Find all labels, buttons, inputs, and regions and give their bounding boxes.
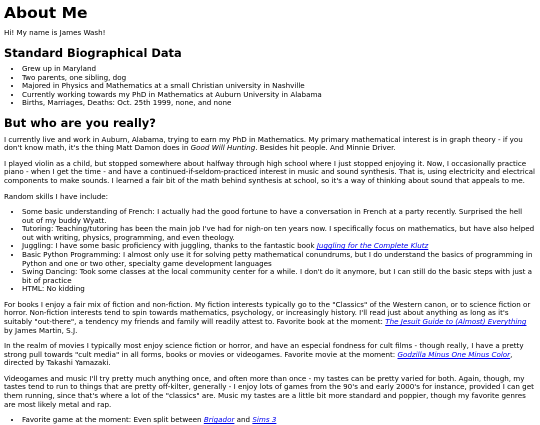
paragraph-text: I currently live and work in Auburn, Alabama, trying to earn my PhD in Mathematics. My primary mathematical interest is in graph theory - if you don't know math, it's the thing Matt Damon does in [4,134,523,153]
list-item: • Tutoring: Teaching/tutoring has been the main job I've had for nigh-on ten years now. I specifically focus on mathematics, but have also helped out with writing, physics, programming, and even theology. [22,225,536,242]
list-item: • Grew up in Maryland [22,65,536,74]
paragraph-text: In the realm of movies I typically most enjoy science fiction or horror, and have an especial fondness for cult films - though really, I have a pretty strong pull towards "cult media" in all forms, books or movies or videogames. Favorite movie at the moment: [4,341,524,359]
favorite-movie-link[interactable]: Godzilla Minus One Minus Color [397,349,511,359]
list-item: • HTML: No kidding [22,285,536,294]
paragraph-games: Videogames and music I'll try pretty much anything once, and often more than once - my tastes can be pretty varied for both. Again, though, my tastes tend to run to things that are pretty off-kilter, generally - I enjoy lots of games from the 90's and early 2000's for instance, provided I can get them running, since that's where a lot of the "classics" are. Music my tastes are a little bit more standard and poppier, though my favorite genres are most likely metal and rap. [4,373,534,409]
list-item: • Some basic understanding of French: I actually had the good fortune to have a conversation in French at a party recently. Surprised the hell out of my buddy Wyatt. [22,208,536,225]
list-item: • Births, Marriages, Deaths: Oct. 25th 1999, none, and none [22,99,536,108]
list-item: • Swing Dancing: Took some classes at the local community center for a while. I don't do it anymore, but I can still do the basic steps with just a bit of practice [22,268,536,285]
sims3-link[interactable]: Sims 3 [252,415,277,425]
bio-list [4,65,536,108]
list-item [22,416,536,425]
list-item: • Currently working towards my PhD in Mathematics at Auburn University in Alabama [22,91,536,100]
paragraph-text: , directed by Takashi Yamazaki. [4,349,513,368]
favorite-book-link[interactable]: The Jesuit Guide to (Almost) Everything [385,317,527,327]
favorite-game-list [4,416,536,425]
juggling-book-link[interactable]: Juggling for the Complete Klutz [316,241,429,251]
who-heading: But who are you really? [4,116,156,131]
list-item: • Majored in Physics and Mathematics at a small Christian university in Nashville [22,82,536,91]
paragraph-text: by James Martin, S.J. [4,325,78,335]
paragraph-work [4,136,536,153]
paragraph-movies [4,342,536,368]
list-item-text: Favorite game at the moment: Even split between [22,415,204,425]
paragraph-books [4,301,536,335]
page-title: About Me [4,4,88,22]
movie-title: Good Will Hunting [190,143,256,153]
list-item: • Basic Python Programming: I almost only use it for solving petty mathematical conundrums, but I do understand the basics of programming in Python and one or two other, specialty game development languages [22,251,536,268]
paragraph-text: For books I enjoy a fair mix of fiction and non-fiction. My fiction interests typically go to the "Classics" of the Western canon, or to science fiction or horror. Non-fiction interests tend to spin towards mathematics, psychology, or increasingly history. I'll read just about anything as long as it's suitably "out-there", a tendency my friends and family will readily attest to. Favorite book at the moment: [4,299,531,327]
list-item-text: and [234,415,253,425]
paragraph-music: I played violin as a child, but stopped somewhere about halfway through high school where I just stopped enjoying it. Now, I occasionally practice piano - when I get the time - and have a continued-if-seldom-practiced interest in music and sound synthesis. That is, using electricity and electrical components to make sounds. I learned a fair bit of the math behind synthesis at school, so it's a way of thinking about sound that appeals to me. [4,158,536,185]
skills-list [4,208,536,294]
list-item: • Two parents, one sibling, dog [22,74,536,83]
brigador-link[interactable]: Brigador [203,415,235,425]
bio-heading: Standard Biographical Data [4,45,182,60]
list-item-text: Juggling: I have some basic proficiency with juggling, thanks to the fantastic book [22,241,317,251]
intro-text: Hi! My name is James Wash! [4,28,106,38]
paragraph-text: . Besides hit people. And Minnie Driver. [255,143,396,153]
skills-intro: Random skills I have include: [4,191,109,201]
